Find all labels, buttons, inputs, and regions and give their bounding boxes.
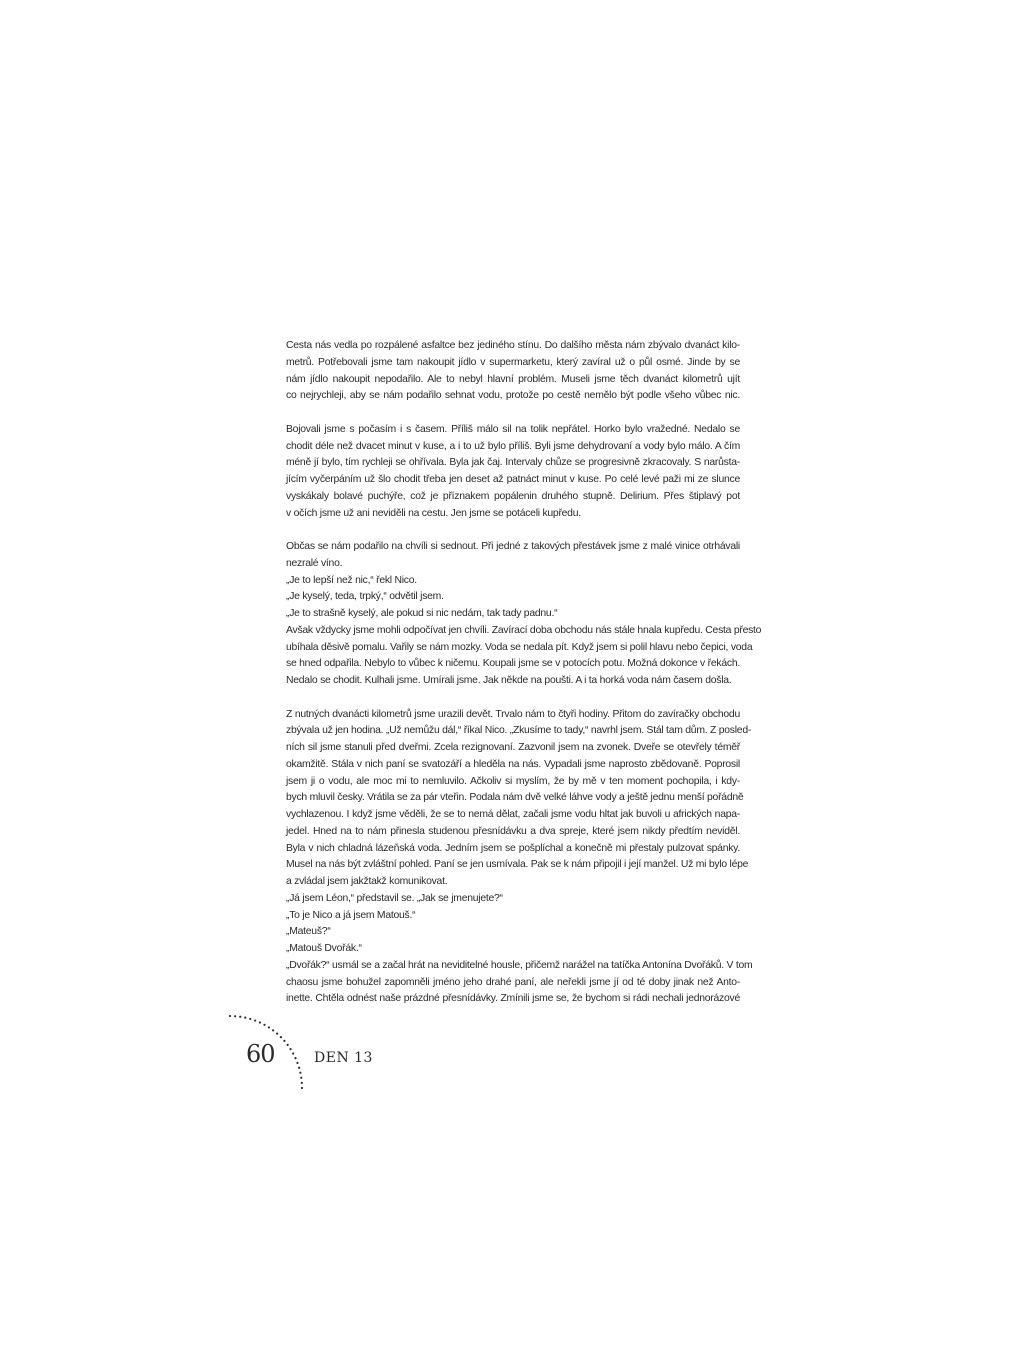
text-line: v očích jsme už ani neviděli na cestu. Jen jsme se potáceli kupředu. xyxy=(286,507,581,519)
chapter-label: DEN 13 xyxy=(314,1050,373,1066)
text-line: „Mateuš?“ xyxy=(286,926,331,938)
text-line: Byla v nich chladná lázeňská voda. Jedním jsem se pošplíchal a konečně mi přestaly pulzovat spánky. xyxy=(286,842,740,854)
text-line: metrů. Potřebovali jsme tam nakoupit jídlo v supermarketu, který zavíral už o půl osmé. Jinde by se xyxy=(286,356,740,368)
paragraph-gap xyxy=(286,522,740,539)
page-number: 60 xyxy=(246,1040,275,1068)
text-line: „Je to lepší než nic,“ řekl Nico. xyxy=(286,574,417,586)
text-line: Nedalo se chodit. Kulhali jsme. Umírali jsme. Jak někde na poušti. A i ta horká voda nám časem došla. xyxy=(286,675,732,686)
text-line: Avšak vždycky jsme mohli odpočívat jen chvíli. Zavírací doba obchodu nás stále hnala kupředu. Cesta přesto xyxy=(286,624,762,636)
text-line: vychlazenou. I když jsme věděli, že se to nemá dělat, začali jsme vodu hltat jak buvoli u afrických napa- xyxy=(286,809,740,820)
text-line: méně jí bylo, tím rychleji se ohřívala. Byla jak čaj. Intervaly chůze se progresivně zkracovaly. S narůsta- xyxy=(286,457,740,469)
text-line: „Dvořák?“ usmál se a začal hrát na neviditelné housle, přičemž narážel na tatíčka Antonína Dvořáků. V tom xyxy=(286,959,753,971)
text-line: chaosu jsme bohužel zapomněli jméno jeho drahé paní, ale neřekli jsme jí od té doby jinak než Anto- xyxy=(286,976,740,988)
text-line: bych mluvil česky. Vrátila se za pár vteřin. Podala nám dvě velké láhve vody a ještě jednu menší pořádně xyxy=(286,792,744,804)
text-line: jedel. Hned na to nám přinesla studenou přesnídávku a dva spreje, které jsem nikdy předtím neviděl. xyxy=(286,825,740,837)
text-line: „Matouš Dvořák.“ xyxy=(286,943,362,954)
text-line: Občas se nám podařilo na chvíli si sednout. Při jedné z takových přestávek jsme z malé vinice otrhávali xyxy=(286,541,740,552)
text-line: se hned odpařila. Nebylo to vůbec k ničemu. Koupali jsme se v potocích potu. Možná dokonce v řekách. xyxy=(286,658,740,670)
text-line: Cesta nás vedla po rozpálené asfaltce bez jediného stínu. Do dalšího města nám zbývalo dvanáct kilo- xyxy=(286,340,740,351)
text-line: „To je Nico a já jsem Matouš.“ xyxy=(286,909,416,921)
text-line: zbývala už jen hodina. „Už nemůžu dál,“ říkal Nico. „Zkusíme to tady,“ navrhl jsem. Stál tam dům. Z posled- xyxy=(286,725,752,737)
text-line: jsem ji o vodu, ale moc mi to nemluvilo. Ačkoliv si myslím, že by mě v ten moment pochopila, i kdy- xyxy=(286,775,740,787)
paragraph-gap xyxy=(286,690,740,707)
text-line: ních sil jsme stanuli před dveřmi. Zcela rezignovaní. Zazvonil jsem na zvonek. Dveře se otevřely téměř xyxy=(286,742,740,753)
text-line: co nejrychleji, aby se nám podařilo sehnat vodu, protože po cestě nemělo být podle všeho vůbec nic. xyxy=(286,390,740,402)
text-line: nám jídlo nakoupit nepodařilo. Ale to nebyl hlavní problém. Museli jsme těch dvanáct kilometrů ujít xyxy=(286,373,740,385)
text-line: Z nutných dvanácti kilometrů jsme urazili devět. Trvalo nám to čtyři hodiny. Přitom do zavíračky obchodu xyxy=(286,708,740,720)
text-line: Musel na nás být zvláštní pohled. Paní se jen usmívala. Pak se k nám připojil i její manžel. Už mi bylo lépe xyxy=(286,859,749,871)
text-line: vyskákaly bolavé puchýře, což je příznakem popálenin druhého stupně. Delirium. Přes štiplavý pot xyxy=(286,490,740,502)
text-line: nezralé víno. xyxy=(286,557,343,569)
text-line: okamžitě. Stála v nich paní se svatozáří a hleděla na nás. Vypadali jsme naprosto zbědovaně. Poprosil xyxy=(286,758,740,770)
text-line: a zvládal jsem jakžtakž komunikovat. xyxy=(286,876,448,887)
text-line: inette. Chtěla odnést naše prázdné přesnídávky. Zmínili jsme se, že bychom si rádi nechali jednorázové xyxy=(286,993,740,1005)
text-line: Bojovali jsme s počasím i s časem. Příliš málo sil na tolik nepřátel. Horko bylo vražedné. Nedalo se xyxy=(286,423,740,435)
text-line: jícím vyčerpáním už šlo chodit třeba jen deset až patnáct minut v kuse. Po celé levé paži mi ze slunce xyxy=(286,474,740,485)
text-line: „Já jsem Léon,“ představil se. „Jak se jmenujete?“ xyxy=(286,892,503,904)
text-line: ubíhala děsivě pomalu. Vařily se nám mozky. Voda se nedala pít. Když jsem si polil hlavu nebo čepici, voda xyxy=(286,641,753,653)
text-line: „Je to strašně kyselý, ale pokud si nic nedám, tak tady padnu.“ xyxy=(286,608,558,619)
body-text xyxy=(286,338,762,1008)
text-line: „Je kyselý, teda, trpký,“ odvětil jsem. xyxy=(286,591,444,603)
text-line: chodit déle než dvacet minut v kuse, a i to už bylo příliš. Byli jsme dehydrovaní a vody bylo málo. A čím xyxy=(286,440,740,452)
paragraph-gap xyxy=(286,405,740,422)
